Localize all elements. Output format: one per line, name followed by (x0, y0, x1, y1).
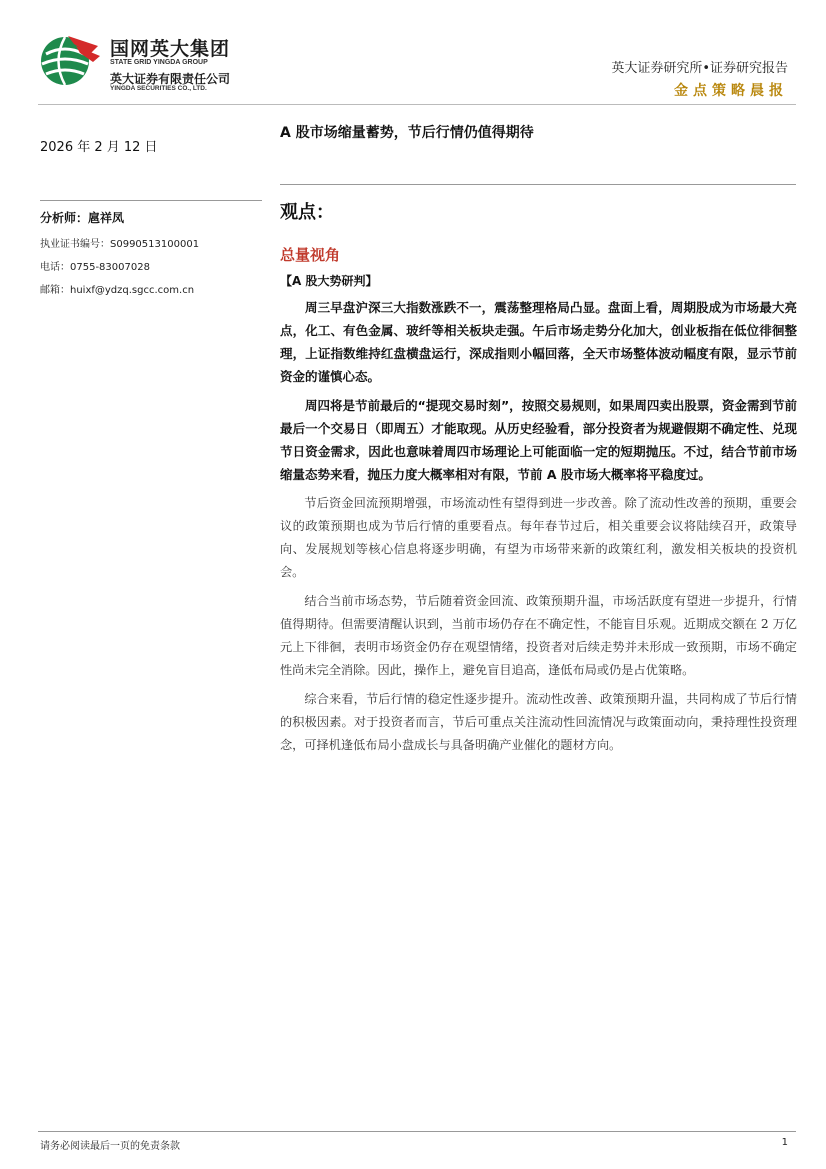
main-content (280, 198, 797, 763)
title-divider (280, 184, 796, 185)
analyst-cert: 执业证书编号：S0990513100001 (40, 239, 200, 250)
logo-group-name-en: STATE GRID YINGDA GROUP (110, 59, 208, 66)
institute-label: 英大证券研究所•证券研究报告 (611, 61, 788, 76)
subsection-heading: 【A 股大势研判】 (280, 274, 378, 288)
page-number: 1 (781, 1137, 788, 1148)
paragraph: 结合当前市场态势，节后随着资金回流、政策预期升温，市场活跃度有望进一步提升，行情值得期待。但需要清醒认识到，当前市场仍存在不确定性，不能盲目乐观。近期成交额在 2 万亿元上下徘徊，表明市场资金仍存在观望情绪，投资者对后续走势并未形成一致预期，市场不确定性尚未完全消除。因此，操作上，避免盲目追高，逢低布局或仍是占优策略。 (280, 594, 797, 677)
paragraph: 节后资金回流预期增强，市场流动性有望得到进一步改善。除了流动性改善的预期，重要会议的政策预期也成为节后行情的重要看点。每年春节过后，相关重要会议将陆续召开，政策导向、发展规划等核心信息将逐步明确，有望为市场带来新的政策红利，激发相关板块的投资机会。 (280, 496, 797, 579)
analyst-email: 邮箱：huixf@ydzq.sgcc.com.cn (40, 285, 195, 296)
report-date: 2026 年 2 月 12 日 (40, 140, 158, 155)
analyst-name: 分析师：扈祥凤 (40, 211, 125, 225)
report-title: A 股市场缩量蓄势，节后行情仍值得期待 (280, 125, 534, 141)
paragraph: 周四将是节前最后的“提现交易时刻”，按照交易规则，如果周四卖出股票，资金需到节前最后一个交易日（即周五）才能取现。从历史经验看，部分投资者为规避假期不确定性、兑现节日资金需求，因此也意味着周四市场理论上可能面临一定的短期抛压。不过，结合节前市场缩量态势来看，抛压力度大概率相对有限，节前 A 股市场大概率将平稳度过。 (280, 398, 797, 482)
logo-group-name: 国网英大集团 (110, 38, 231, 60)
section-heading: 总量视角 (280, 246, 341, 264)
footer-divider (38, 1131, 796, 1132)
disclaimer-note: 请务必阅读最后一页的免责条款 (40, 1141, 180, 1152)
header-divider (38, 104, 796, 105)
views-heading: 观点： (280, 202, 334, 223)
paragraph: 综合来看，节后行情的稳定性逐步提升。流动性改善、政策预期升温，共同构成了节后行情的积极因素。对于投资者而言，节后可重点关注流动性回流情况与政策面动向，秉持理性投资理念，可择机逢低布局小盘成长与具备明确产业催化的题材方向。 (280, 692, 797, 752)
analyst-phone: 电话：0755-83007028 (40, 262, 150, 273)
company-logo (38, 32, 268, 96)
logo-company-name: 英大证券有限责任公司 (110, 72, 231, 86)
logo-company-name-en: YINGDA SECURITIES CO., LTD. (110, 85, 207, 92)
report-type-label: 金点策略晨报 (674, 83, 788, 99)
sidebar-divider (40, 200, 262, 201)
analyst-sidebar (40, 200, 262, 304)
globe-logo-icon (38, 32, 104, 90)
paragraph: 周三早盘沪深三大指数涨跌不一，震荡整理格局凸显。盘面上看，周期股成为市场最大亮点，化工、有色金属、玻纤等相关板块走强。午后市场走势分化加大，创业板指在低位徘徊整理，上证指数维持红盘横盘运行，深成指则小幅回落，全天市场整体波动幅度有限，显示节前资金的谨慎心态。 (280, 300, 797, 384)
